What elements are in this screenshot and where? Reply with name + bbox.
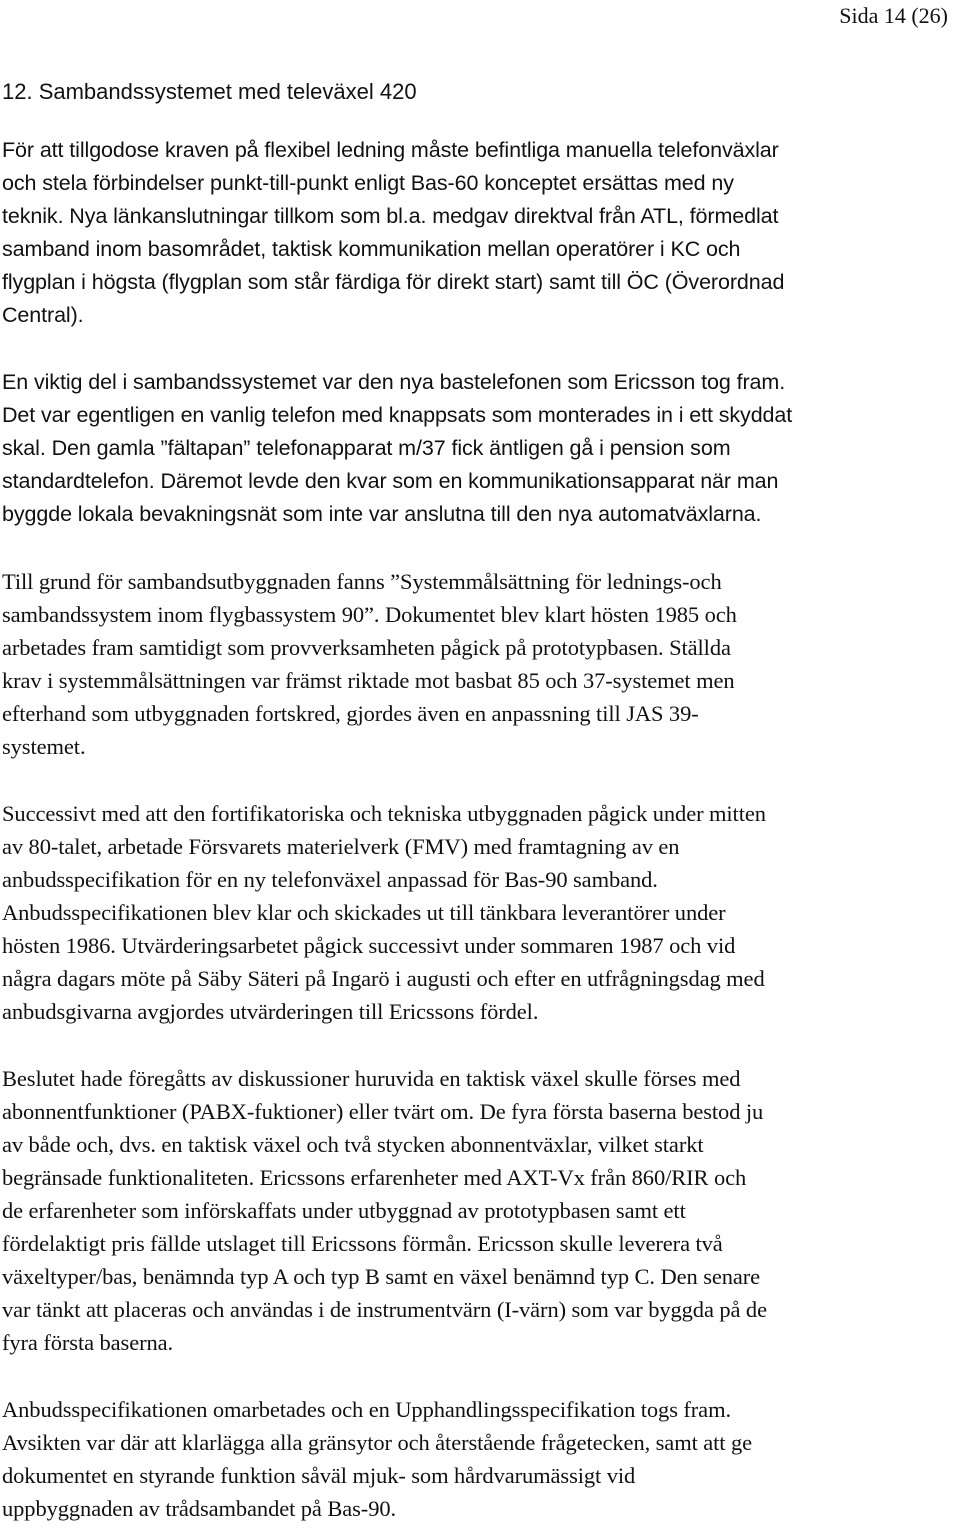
text-line: av både och, dvs. en taktisk växel och två stycken abonnentväxlar, vilket starkt [2, 1132, 704, 1157]
section-heading: 12. Sambandssystemet med televäxel 420 [2, 79, 417, 104]
text-line: Anbudsspecifikationen blev klar och skickades ut till tänkbara leverantörer under [2, 900, 726, 925]
text-line: anbudsspecifikation för en ny telefonväxel anpassad för Bas-90 samband. [2, 867, 658, 892]
text-line: dokumentet en styrande funktion såväl mjuk- som hårdvarumässigt vid [2, 1463, 636, 1488]
text-line: flygplan i högsta (flygplan som står färdiga för direkt start) samt till ÖC (Överordnad [2, 270, 785, 294]
text-line: arbetades fram samtidigt som provverksamheten pågick på prototypbasen. Ställda [2, 635, 731, 660]
text-line: krav i systemmålsättningen var främst riktade mot basbat 85 och 37-systemet men [2, 668, 735, 693]
text-line: efterhand som utbyggnaden fortskred, gjordes även en anpassning till JAS 39- [2, 701, 699, 726]
text-line: Det var egentligen en vanlig telefon med knappsats som monterades in i ett skyddat [2, 403, 793, 427]
text-line: fyra första baserna. [2, 1330, 174, 1355]
text-line: begränsade funktionaliteten. Ericssons erfarenheter med AXT-Vx från 860/RIR och [2, 1165, 747, 1190]
text-line: växeltyper/bas, benämnda typ A och typ B samt en växel benämnd typ C. Den senare [2, 1264, 761, 1289]
text-line: de erfarenheter som införskaffats under utbyggnad av prototypbasen samt ett [2, 1198, 686, 1223]
text-line: var tänkt att placeras och användas i de instrumentvärn (I-värn) som var byggda på de [2, 1297, 767, 1322]
text-line: och stela förbindelser punkt-till-punkt enligt Bas-60 konceptet ersättas med ny [2, 171, 734, 195]
text-line: sambandssystem inom flygbassystem 90”. Dokumentet blev klart hösten 1985 och [2, 602, 737, 627]
text-line: Central). [2, 303, 84, 327]
paragraph-3 [2, 565, 960, 763]
text-line: uppbyggnaden av trådsambandet på Bas-90. [2, 1496, 397, 1521]
paragraph-6 [2, 1393, 960, 1525]
text-line: En viktig del i sambandssystemet var den nya bastelefonen som Ericsson tog fram. [2, 370, 786, 394]
text-line: samband inom basområdet, taktisk kommunikation mellan operatörer i KC och [2, 237, 741, 261]
text-line: Till grund för sambandsutbyggnaden fanns ”Systemmålsättning för lednings-och [2, 569, 722, 594]
paragraph-4 [2, 797, 960, 1028]
text-line: skal. Den gamla ”fältapan” telefonapparat m/37 fick äntligen gå i pension som [2, 436, 731, 460]
text-line: Avsikten var där att klarlägga alla gränsytor och återstående frågetecken, samt att ge [2, 1430, 753, 1455]
paragraph-1 [2, 134, 960, 332]
text-line: Successivt med att den fortifikatoriska och tekniska utbyggnaden pågick under mitten [2, 801, 766, 826]
text-line: abonnentfunktioner (PABX-fuktioner) eller tvärt om. De fyra första baserna bestod ju [2, 1099, 764, 1124]
paragraph-5 [2, 1062, 960, 1359]
text-line: teknik. Nya länkanslutningar tillkom som bl.a. medgav direktval från ATL, förmedlat [2, 204, 779, 228]
text-line: Beslutet hade föregåtts av diskussioner huruvida en taktisk växel skulle förses med [2, 1066, 741, 1091]
text-line: systemet. [2, 734, 86, 759]
document-body [2, 76, 960, 1525]
text-line: fördelaktigt pris fällde utslaget till Ericssons förmån. Ericsson skulle leverera två [2, 1231, 723, 1256]
paragraph-2 [2, 366, 960, 531]
text-line: Anbudsspecifikationen omarbetades och en Upphandlingsspecifikation togs fram. [2, 1397, 731, 1422]
text-line: standardtelefon. Däremot levde den kvar som en kommunikationsapparat när man [2, 469, 779, 493]
text-line: För att tillgodose kraven på flexibel ledning måste befintliga manuella telefonväxlar [2, 138, 779, 162]
page-number: Sida 14 (26) [839, 3, 948, 28]
text-line: några dagars möte på Säby Säteri på Ingarö i augusti och efter en utfrågningsdag med [2, 966, 765, 991]
text-line: hösten 1986. Utvärderingsarbetet pågick successivt under sommaren 1987 och vid [2, 933, 736, 958]
text-line: byggde lokala bevakningsnät som inte var anslutna till den nya automatväxlarna. [2, 502, 762, 526]
text-line: anbudsgivarna avgjordes utvärderingen till Ericssons fördel. [2, 999, 539, 1024]
text-line: av 80-talet, arbetade Försvarets materielverk (FMV) med framtagning av en [2, 834, 680, 859]
